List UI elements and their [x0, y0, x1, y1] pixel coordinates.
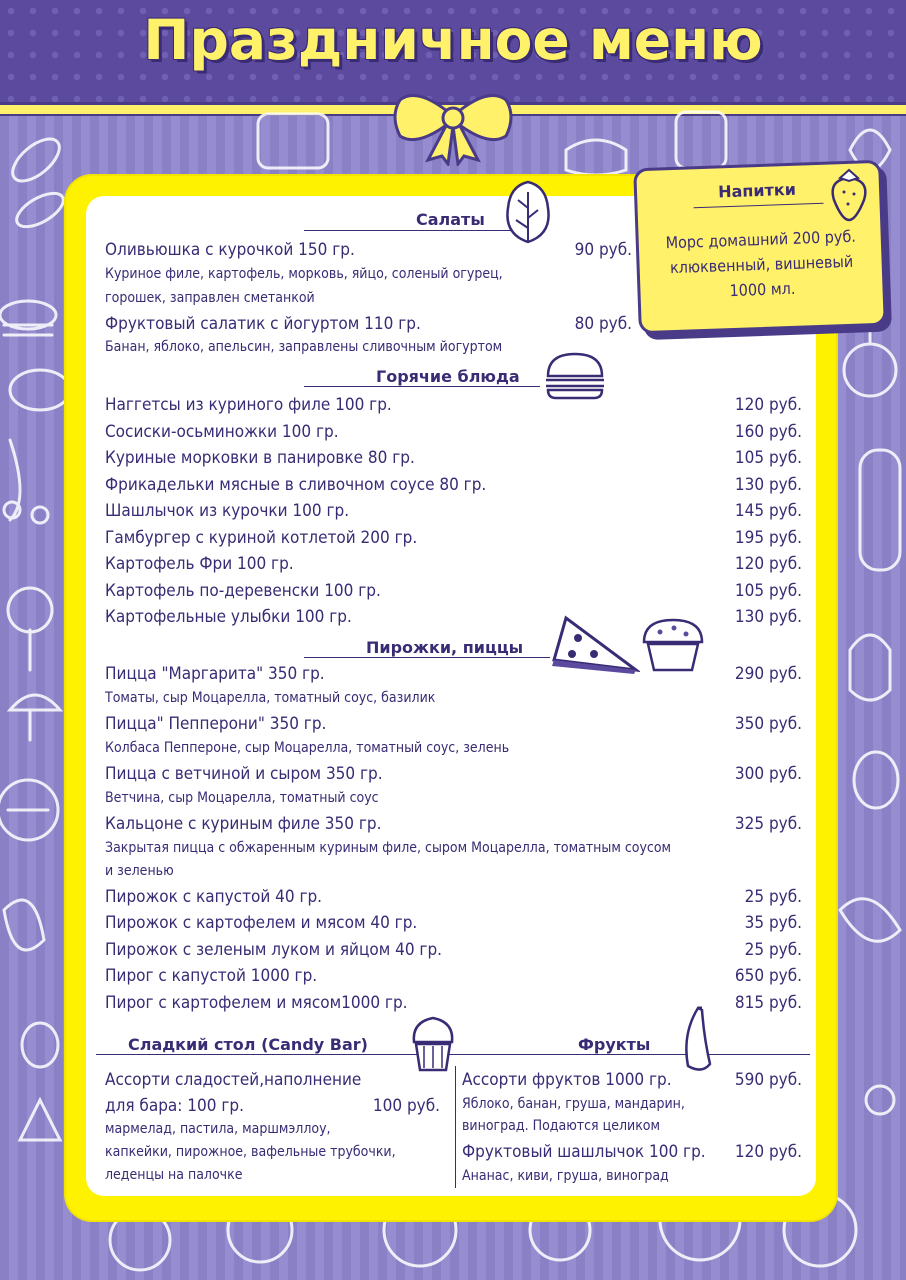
- hot-item-name: Картофельные улыбки 100 гр.: [105, 607, 352, 627]
- hot-item-price: 105 руб.: [734, 580, 802, 601]
- pie-item-price: 650 руб.: [734, 966, 802, 986]
- hot-item-name: Куриные морковки в панировке 80 гр.: [105, 448, 415, 468]
- pie-item-price: 25 руб.: [744, 887, 802, 907]
- pizza-slice-icon: [548, 612, 640, 676]
- pie-item-desc: и зеленью: [105, 863, 174, 879]
- hot-item-name: Картофель по-деревенски 100 гр.: [105, 580, 381, 601]
- candy-desc-2: капкейки, пирожное, вафельные трубочки,: [105, 1144, 396, 1160]
- pie-item-name: Пирожок с картофелем и мясом 40 гр.: [105, 913, 418, 933]
- pie-item-name: Пирог с капустой 1000 гр.: [105, 966, 318, 986]
- pie-item-name: Кальцоне с куриным филе 350 гр.: [105, 814, 382, 834]
- section-title-fruits: Фрукты: [578, 1035, 651, 1054]
- drinks-text: [642, 223, 880, 306]
- pie-item-name: Пицца "Маргарита" 350 гр.: [105, 664, 325, 684]
- bow-icon: [388, 86, 518, 166]
- salad-1-desc-2: горошек, заправлен сметанкой: [105, 290, 315, 306]
- pie-item-price: 35 руб.: [744, 913, 802, 933]
- section-title-salads: Салаты: [416, 210, 485, 229]
- salad-2-desc-1: Банан, яблоко, апельсин, заправлены сливочным йогуртом: [105, 339, 503, 355]
- pie-item-name: Пирожок с капустой 40 гр.: [105, 887, 323, 907]
- fruit-1-price: 590 руб.: [734, 1070, 802, 1090]
- candy-desc-1: мармелад, пастила, маршмэллоу,: [105, 1121, 331, 1137]
- candy-desc-3: леденцы на палочке: [105, 1167, 243, 1183]
- hot-item-name: Наггетсы из куриного филе 100 гр.: [105, 395, 392, 415]
- column-divider: [455, 1066, 456, 1188]
- section-rule-hot: [304, 386, 540, 387]
- hot-item-price: 195 руб.: [734, 527, 802, 548]
- drinks-line-2: клюквенный, вишневый: [669, 251, 854, 278]
- fruit-1-name: Ассорти фруктов 1000 гр.: [462, 1070, 672, 1090]
- section-title-pies: Пирожки, пиццы: [366, 638, 524, 657]
- hot-item-name: Сосиски-осьминожки 100 гр.: [105, 421, 339, 442]
- fruit-1-desc-2: виноград. Подаются целиком: [462, 1118, 661, 1134]
- fruit-2-price: 120 руб.: [734, 1142, 802, 1162]
- hot-item-price: 120 руб.: [734, 554, 802, 574]
- pie-item-name: Пирог с картофелем и мясом1000 гр.: [105, 993, 408, 1013]
- hot-item-price: 130 руб.: [734, 607, 802, 627]
- section-title-candy: Сладкий стол (Candy Bar): [128, 1035, 368, 1054]
- page-title: Праздничное меню: [143, 8, 763, 72]
- pie-item-name: Пицца" Пепперони" 350 гр.: [105, 714, 327, 734]
- salad-1-desc-1: Куриное филе, картофель, морковь, яйцо, соленый огурец,: [105, 266, 503, 282]
- fruit-1-desc-1: Яблоко, банан, груша, мандарин,: [462, 1096, 685, 1112]
- hot-item-name: Картофель Фри 100 гр.: [105, 554, 294, 574]
- cupcake-icon: [408, 1012, 458, 1074]
- hot-item-name: Фрикадельки мясные в сливочном соусе 80 гр.: [105, 474, 487, 495]
- candy-name-2: для бара: 100 гр.: [105, 1096, 244, 1116]
- section-rule-salads: [304, 230, 518, 231]
- drinks-divider: [694, 203, 824, 209]
- hot-item-price: 130 руб.: [734, 474, 802, 495]
- pie-item-price: 815 руб.: [734, 993, 802, 1013]
- section-rule-pies: [304, 657, 550, 658]
- hot-item-name: Гамбургер с куриной котлетой 200 гр.: [105, 527, 418, 548]
- banana-icon: [674, 1004, 722, 1076]
- hot-item-price: 145 руб.: [734, 501, 802, 521]
- hot-item-name: Шашлычок из курочки 100 гр.: [105, 501, 350, 521]
- pie-item-desc: Колбаса Пеппероне, сыр Моцарелла, томатный соус, зелень: [105, 740, 510, 756]
- drinks-line-1: Морс домашний 200 руб.: [665, 226, 857, 253]
- candy-name-1: Ассорти сладостей,наполнение: [105, 1070, 362, 1090]
- muffin-icon: [638, 616, 708, 674]
- salad-2-name: Фруктовый салатик с йогуртом 110 гр.: [105, 314, 421, 334]
- pie-item-desc: Ветчина, сыр Моцарелла, томатный соус: [105, 790, 379, 806]
- salad-2-price: 80 руб.: [574, 314, 632, 334]
- lettuce-icon: [500, 178, 556, 246]
- strawberry-icon: [826, 166, 872, 222]
- hot-item-price: 120 руб.: [734, 395, 802, 415]
- fruit-2-desc-1: Ананас, киви, груша, виноград: [462, 1168, 669, 1184]
- pie-item-desc: Закрытая пицца с обжаренным куриным филе, сыром Моцарелла, томатным соусом: [105, 840, 672, 856]
- fruit-2-name: Фруктовый шашлычок 100 гр.: [462, 1142, 706, 1162]
- candy-price: 100 руб.: [372, 1096, 440, 1116]
- section-title-hot: Горячие блюда: [376, 367, 520, 386]
- burger-icon: [542, 350, 608, 402]
- pie-item-price: 325 руб.: [734, 814, 802, 834]
- pie-item-price: 290 руб.: [734, 664, 802, 684]
- salad-1-name: Оливьюшка с курочкой 150 гр.: [105, 240, 355, 260]
- pie-item-price: 350 руб.: [734, 714, 802, 734]
- drinks-line-3: 1000 мл.: [729, 278, 796, 301]
- drinks-title: Напитки: [717, 179, 797, 202]
- pie-item-name: Пицца с ветчиной и сыром 350 гр.: [105, 764, 383, 784]
- pie-item-desc: Томаты, сыр Моцарелла, томатный соус, базилик: [105, 690, 436, 706]
- pie-item-price: 300 руб.: [734, 764, 802, 784]
- pie-item-price: 25 руб.: [744, 940, 802, 960]
- hot-item-price: 105 руб.: [734, 448, 802, 468]
- salad-1-price: 90 руб.: [574, 240, 632, 260]
- pie-item-name: Пирожок с зеленым луком и яйцом 40 гр.: [105, 940, 443, 960]
- hot-item-price: 160 руб.: [734, 421, 802, 442]
